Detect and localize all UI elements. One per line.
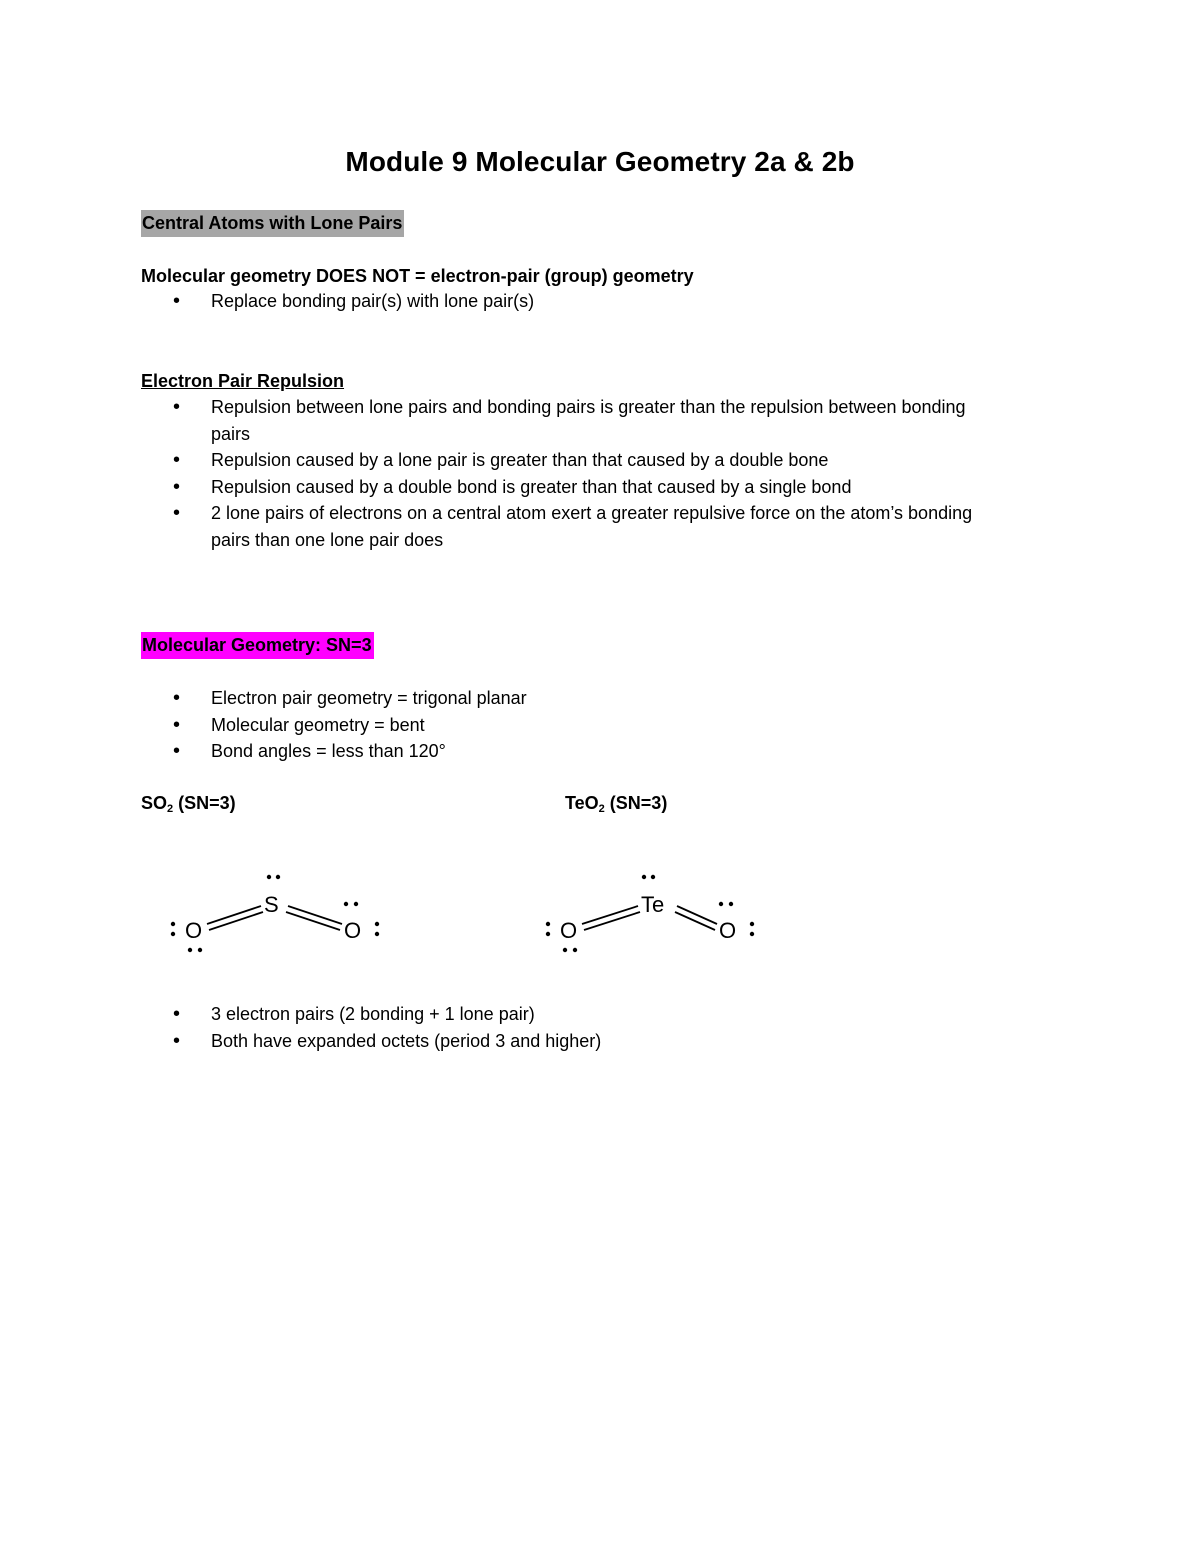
list-item: • Both have expanded octets (period 3 and higher) xyxy=(141,1028,1001,1055)
lone-pair-dot xyxy=(719,902,723,906)
list-item: • 2 lone pairs of electrons on a central atom exert a greater repulsive force on the atom’s bonding pairs than one lone pair does xyxy=(141,500,1001,553)
lone-pair-dot xyxy=(354,902,358,906)
bullet-list-summary xyxy=(141,1001,1001,1054)
lone-pair-dot xyxy=(171,922,175,926)
atom-left: O xyxy=(185,918,203,943)
lone-pair-dot xyxy=(642,875,646,879)
bullet-list-lone-pairs xyxy=(141,288,1001,315)
lone-pair-dot xyxy=(171,932,175,936)
lone-pair-dot xyxy=(375,922,379,926)
lone-pair-dot xyxy=(563,948,567,952)
atom-right: O xyxy=(719,918,737,943)
list-item: • Molecular geometry = bent xyxy=(141,712,1001,739)
list-item: • Replace bonding pair(s) with lone pair(s) xyxy=(141,288,1001,315)
section-heading-central-atoms: Central Atoms with Lone Pairs xyxy=(141,210,404,237)
lone-pair-dot xyxy=(729,902,733,906)
lone-pair-dot xyxy=(188,948,192,952)
atom-right: O xyxy=(344,918,362,943)
bullet-list-sn3 xyxy=(141,685,1001,765)
lone-pair-dot xyxy=(276,875,280,879)
subheading-molecular-geometry: Molecular geometry DOES NOT = electron-pair (group) geometry xyxy=(141,266,694,286)
lone-pair-dot xyxy=(344,902,348,906)
list-item: • Bond angles = less than 120° xyxy=(141,738,1001,765)
so2-lewis-structure xyxy=(160,860,400,960)
list-item: • Electron pair geometry = trigonal planar xyxy=(141,685,1001,712)
section-heading-molecular-geometry-sn3: Molecular Geometry: SN=3 xyxy=(141,632,374,659)
teo2-lewis-structure xyxy=(535,860,775,960)
lone-pair-dot xyxy=(573,948,577,952)
lone-pair-dot xyxy=(267,875,271,879)
list-item: • 3 electron pairs (2 bonding + 1 lone pair) xyxy=(141,1001,1001,1028)
atom-central: Te xyxy=(641,892,665,917)
lone-pair-dot xyxy=(651,875,655,879)
page-title: Module 9 Molecular Geometry 2a & 2b xyxy=(345,146,855,177)
atom-left: O xyxy=(560,918,578,943)
bullet-list-repulsion xyxy=(141,394,1001,554)
list-item: • Repulsion between lone pairs and bonding pairs is greater than the repulsion between bonding pairs xyxy=(141,394,1001,447)
lone-pair-dot xyxy=(546,922,550,926)
teo2-label: TeO$_2$ (SN=3) xyxy=(565,793,668,815)
lone-pair-dot xyxy=(198,948,202,952)
lone-pair-dot xyxy=(750,932,754,936)
list-item: • Repulsion caused by a lone pair is greater than that caused by a double bone xyxy=(141,447,1001,474)
atom-central: S xyxy=(264,892,279,917)
lone-pair-dot xyxy=(546,932,550,936)
lone-pair-dot xyxy=(750,922,754,926)
list-item: • Repulsion caused by a double bond is greater than that caused by a single bond xyxy=(141,474,1001,501)
section-heading-electron-pair-repulsion: Electron Pair Repulsion xyxy=(141,371,345,391)
lone-pair-dot xyxy=(375,932,379,936)
so2-label: $SO_2$ (SN=3) xyxy=(141,793,236,815)
